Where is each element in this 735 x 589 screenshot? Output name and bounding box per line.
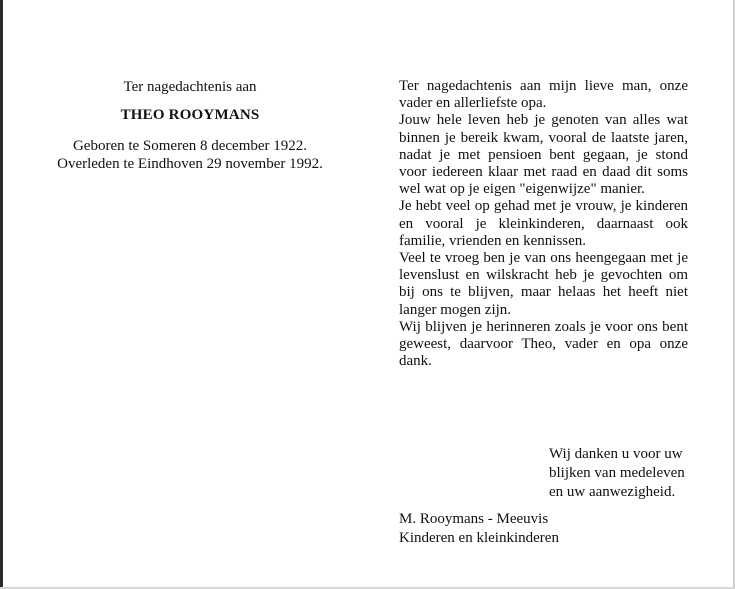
- birth-line: Geboren te Someren 8 december 1922.: [72, 138, 308, 154]
- family-signature: [399, 510, 649, 548]
- memorial-paragraph: Ter nagedachtenis aan mijn lieve man, onze vader en allerliefste opa.: [399, 78, 688, 112]
- thanks-line: en uw aanwezigheid.: [549, 484, 676, 500]
- card-left-edge: [0, 0, 3, 589]
- thanks-line: blijken van medeleven: [549, 465, 685, 481]
- memorial-paragraph: Je hebt veel op gehad met je vrouw, je kinderen en vooral je kleinkinderen, daarnaast ook familie, vrienden en kennissen.: [399, 198, 688, 249]
- deceased-name: THEO ROOYMANS: [120, 107, 260, 123]
- memorial-paragraph: Wij blijven je herinneren zoals je voor ons bent geweest, daarvoor Theo, vader en opa onze dank.: [399, 318, 688, 370]
- memorial-paragraph: Veel te vroeg ben je van ons heengegaan met je levenslust en wilskracht heb je gevochten om bij ons te blijven, maar helaas het heeft niet langer mogen zijn.: [399, 250, 688, 318]
- thanks-note: [549, 445, 719, 502]
- signature-line: M. Rooymans - Meeuvis: [399, 511, 549, 527]
- thanks-line: Wij danken u voor uw: [549, 446, 683, 462]
- memorial-text-panel: [399, 78, 688, 370]
- memorial-intro: Ter nagedachtenis aan: [123, 79, 257, 95]
- signature-line: Kinderen en kleinkinderen: [399, 530, 559, 546]
- memorial-paragraph: Jouw hele leven heb je genoten van alles wat binnen je bereik kwam, vooral de laatste jaren, nadat je met pensioen bent gegaan, je stond voor iedereen klaar met raad en daad dit soms wel wat op je eigen "eigenwijze" manier.: [399, 112, 688, 198]
- death-line: Overleden te Eindhoven 29 november 1992.: [57, 156, 323, 172]
- memorial-left-panel: [40, 78, 340, 173]
